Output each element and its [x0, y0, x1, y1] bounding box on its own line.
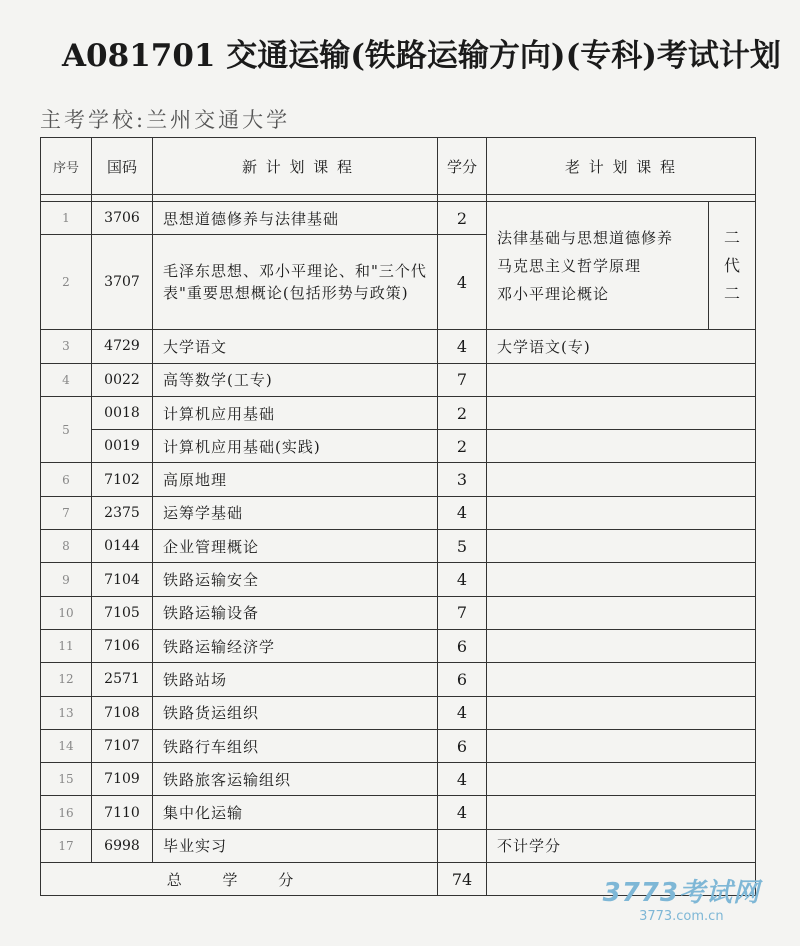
- row-no: 13: [41, 696, 92, 729]
- watermark-url: 3773.com.cn: [639, 909, 724, 924]
- row-course: 运筹学基础: [153, 496, 438, 529]
- table-header-row: [41, 138, 756, 195]
- row-old-course: 不计学分: [487, 829, 756, 862]
- row-code: 7107: [92, 729, 153, 762]
- row-credit: 6: [438, 729, 487, 762]
- page-title: A081701 交通运输(铁路运输方向)(专科)考试计划: [62, 38, 781, 74]
- table-row: [41, 796, 756, 829]
- side-char: 二: [723, 227, 740, 247]
- row-course: 高原地理: [153, 463, 438, 496]
- row-course: 毛泽东思想、邓小平理论、和"三个代表"重要思想概论(包括形势与政策): [153, 235, 438, 330]
- row-course: 集中化运输: [153, 796, 438, 829]
- row-code: 3706: [92, 202, 153, 235]
- row-course: 毕业实习: [153, 829, 438, 862]
- row-no: 17: [41, 829, 92, 862]
- row-old-course: [487, 729, 756, 762]
- row-credit: 7: [438, 596, 487, 629]
- row-old-course: [487, 530, 756, 563]
- row-code: 7105: [92, 596, 153, 629]
- row-credit: 2: [438, 202, 487, 235]
- watermark-brand: 3773考试网: [602, 878, 760, 908]
- old-course-line: 马克思主义哲学原理: [497, 256, 642, 275]
- row-old-course: [487, 596, 756, 629]
- row-course: 企业管理概论: [153, 530, 438, 563]
- row-code: 0144: [92, 530, 153, 563]
- header-old-course: 老 计 划 课 程: [487, 138, 756, 195]
- old-course-line: 法律基础与思想道德修养: [497, 228, 674, 247]
- row-code: 6998: [92, 829, 153, 862]
- row-old-course: [487, 463, 756, 496]
- row-course: 铁路旅客运输组织: [153, 763, 438, 796]
- row-code: 7104: [92, 563, 153, 596]
- row-old-course: [487, 629, 756, 662]
- side-char: 二: [723, 283, 740, 303]
- row-old-course: [487, 363, 756, 396]
- row-no: 15: [41, 763, 92, 796]
- row-credit: [438, 829, 487, 862]
- row-old-course: [487, 430, 756, 463]
- row-no: 8: [41, 530, 92, 563]
- row-credit: 4: [438, 763, 487, 796]
- row-old-course: [487, 396, 756, 429]
- row-course: 大学语文: [153, 330, 438, 363]
- row-credit: 4: [438, 496, 487, 529]
- row-credit: 4: [438, 696, 487, 729]
- table-row: [41, 729, 756, 762]
- table-row: [41, 463, 756, 496]
- row-old-course: [487, 663, 756, 696]
- table-row: [41, 330, 756, 363]
- row-code: 7102: [92, 463, 153, 496]
- row-course: 铁路运输安全: [153, 563, 438, 596]
- row-code: 4729: [92, 330, 153, 363]
- table-row: [41, 663, 756, 696]
- old-course-side-note: [709, 202, 756, 330]
- table-row: [41, 829, 756, 862]
- table-row: [41, 396, 756, 429]
- side-char: 代: [723, 255, 740, 275]
- row-code: 7110: [92, 796, 153, 829]
- site-watermark: [603, 872, 760, 924]
- row-no: 5: [41, 396, 92, 463]
- table-row: [41, 596, 756, 629]
- row-course: 高等数学(工专): [153, 363, 438, 396]
- row-no: 9: [41, 563, 92, 596]
- header-credit: 学分: [438, 138, 487, 195]
- row-course: 思想道德修养与法律基础: [153, 202, 438, 235]
- row-no: 14: [41, 729, 92, 762]
- row-credit: 7: [438, 363, 487, 396]
- total-value: 74: [438, 863, 487, 896]
- table-row: [41, 629, 756, 662]
- old-course-line: 邓小平理论概论: [497, 284, 610, 303]
- row-code: 0018: [92, 396, 153, 429]
- table-row: [41, 530, 756, 563]
- row-code: 7106: [92, 629, 153, 662]
- total-label: 总 学 分: [41, 863, 438, 896]
- row-credit: 5: [438, 530, 487, 563]
- row-old-course: [487, 696, 756, 729]
- row-no: 16: [41, 796, 92, 829]
- row-credit: 2: [438, 430, 487, 463]
- row-old-course: [487, 763, 756, 796]
- row-credit: 6: [438, 663, 487, 696]
- row-no: 10: [41, 596, 92, 629]
- row-course: 铁路货运组织: [153, 696, 438, 729]
- row-course: 铁路运输设备: [153, 596, 438, 629]
- exam-plan-table: [40, 137, 756, 896]
- row-credit: 4: [438, 563, 487, 596]
- row-code: 0019: [92, 430, 153, 463]
- table-row: [41, 363, 756, 396]
- row-course: 铁路运输经济学: [153, 629, 438, 662]
- old-course-group: [487, 202, 709, 330]
- row-no: 2: [41, 235, 92, 330]
- header-no: 序号: [41, 138, 92, 195]
- row-code: 3707: [92, 235, 153, 330]
- row-code: 2571: [92, 663, 153, 696]
- row-old-course: [487, 796, 756, 829]
- spacer-row: [41, 195, 756, 202]
- row-course: 计算机应用基础(实践): [153, 430, 438, 463]
- row-credit: 2: [438, 396, 487, 429]
- table-row: [41, 496, 756, 529]
- school-label: 主考学校:兰州交通大学: [40, 108, 291, 132]
- row-code: 0022: [92, 363, 153, 396]
- row-no: 6: [41, 463, 92, 496]
- row-no: 4: [41, 363, 92, 396]
- table-row: [41, 696, 756, 729]
- table-row: [41, 430, 756, 463]
- row-no: 12: [41, 663, 92, 696]
- row-credit: 6: [438, 629, 487, 662]
- header-code: 国码: [92, 138, 153, 195]
- row-credit: 4: [438, 235, 487, 330]
- row-credit: 3: [438, 463, 487, 496]
- row-code: 7109: [92, 763, 153, 796]
- row-code: 2375: [92, 496, 153, 529]
- row-course: 铁路行车组织: [153, 729, 438, 762]
- row-no: 3: [41, 330, 92, 363]
- row-no: 1: [41, 202, 92, 235]
- row-old-course: 大学语文(专): [487, 330, 756, 363]
- table-row: [41, 763, 756, 796]
- row-course: 铁路站场: [153, 663, 438, 696]
- table-row: [41, 202, 756, 235]
- header-new-course: 新 计 划 课 程: [153, 138, 438, 195]
- row-credit: 4: [438, 330, 487, 363]
- row-no: 11: [41, 629, 92, 662]
- row-credit: 4: [438, 796, 487, 829]
- row-old-course: [487, 563, 756, 596]
- row-old-course: [487, 496, 756, 529]
- row-course: 计算机应用基础: [153, 396, 438, 429]
- table-row: [41, 563, 756, 596]
- row-code: 7108: [92, 696, 153, 729]
- row-no: 7: [41, 496, 92, 529]
